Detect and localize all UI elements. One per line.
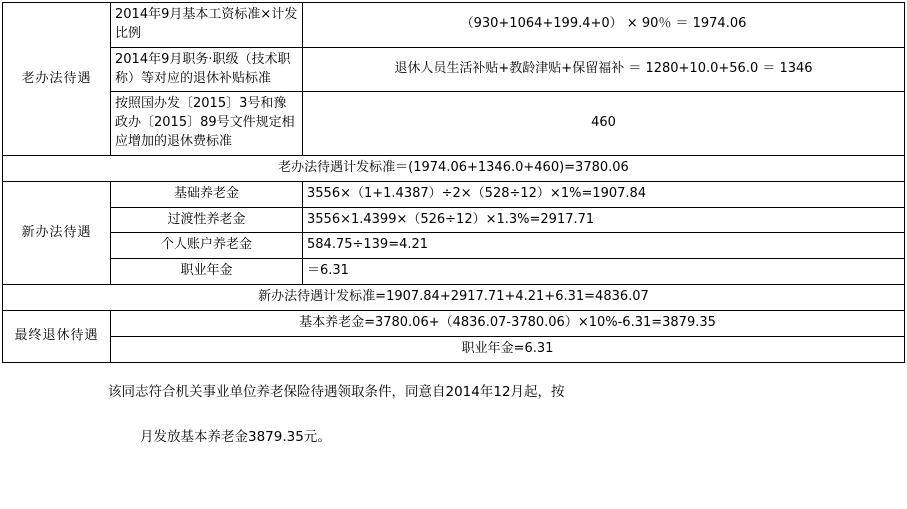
table-row-new-total	[3, 285, 905, 311]
table-row	[3, 92, 905, 156]
formula-value: ＝6.31	[303, 259, 905, 285]
document-page	[0, 2, 907, 509]
new-method-total: 新办法待遇计发标准=1907.84+2917.71+4.21+6.31=4836.07	[3, 285, 905, 311]
sub-label: 基础养老金	[111, 181, 303, 207]
footer-line-2: 月发放基本养老金3879.35元。	[140, 428, 331, 445]
table-row	[3, 310, 905, 336]
table-row	[3, 47, 905, 92]
table-row	[3, 3, 905, 48]
table-row	[3, 233, 905, 259]
table-row	[3, 207, 905, 233]
group-label-old: 老办法待遇	[3, 3, 111, 156]
table-row	[3, 181, 905, 207]
formula-value: 3556×1.4399×（526÷12）×1.3%=2917.71	[303, 207, 905, 233]
sub-label: 个人账户养老金	[111, 233, 303, 259]
formula-value: 退休人员生活补贴+教龄津贴+保留福补 ＝ 1280+10.0+56.0 ＝ 1346	[303, 47, 905, 92]
formula-value: 460	[303, 92, 905, 156]
sub-label: 过渡性养老金	[111, 207, 303, 233]
formula-value: （930+1064+199.4+0） × 90％ ＝ 1974.06	[303, 3, 905, 48]
footer-line-1: 该同志符合机关事业单位养老保险待遇领取条件，同意自2014年12月起，按	[108, 383, 565, 400]
final-occupational-annuity: 职业年金=6.31	[111, 336, 905, 362]
table-row-old-total	[3, 155, 905, 181]
formula-value: 3556×（1+1.4387）÷2×（528÷12）×1%=1907.84	[303, 181, 905, 207]
sub-label: 按照国办发〔2015〕3号和豫政办〔2015〕89号文件规定相应增加的退休费标准	[111, 92, 303, 156]
formula-value: 584.75÷139=4.21	[303, 233, 905, 259]
sub-label: 职业年金	[111, 259, 303, 285]
pension-calculation-table	[2, 2, 905, 363]
old-method-total: 老办法待遇计发标准＝(1974.06+1346.0+460)=3780.06	[3, 155, 905, 181]
sub-label: 2014年9月基本工资标准×计发比例	[111, 3, 303, 48]
table-row	[3, 259, 905, 285]
sub-label: 2014年9月职务·职级（技术职称）等对应的退休补贴标准	[111, 47, 303, 92]
table-row	[3, 336, 905, 362]
group-label-final: 最终退休待遇	[3, 310, 111, 362]
final-basic-pension: 基本养老金=3780.06+（4836.07-3780.06）×10%-6.31=3879.35	[111, 310, 905, 336]
group-label-new: 新办法待遇	[3, 181, 111, 284]
